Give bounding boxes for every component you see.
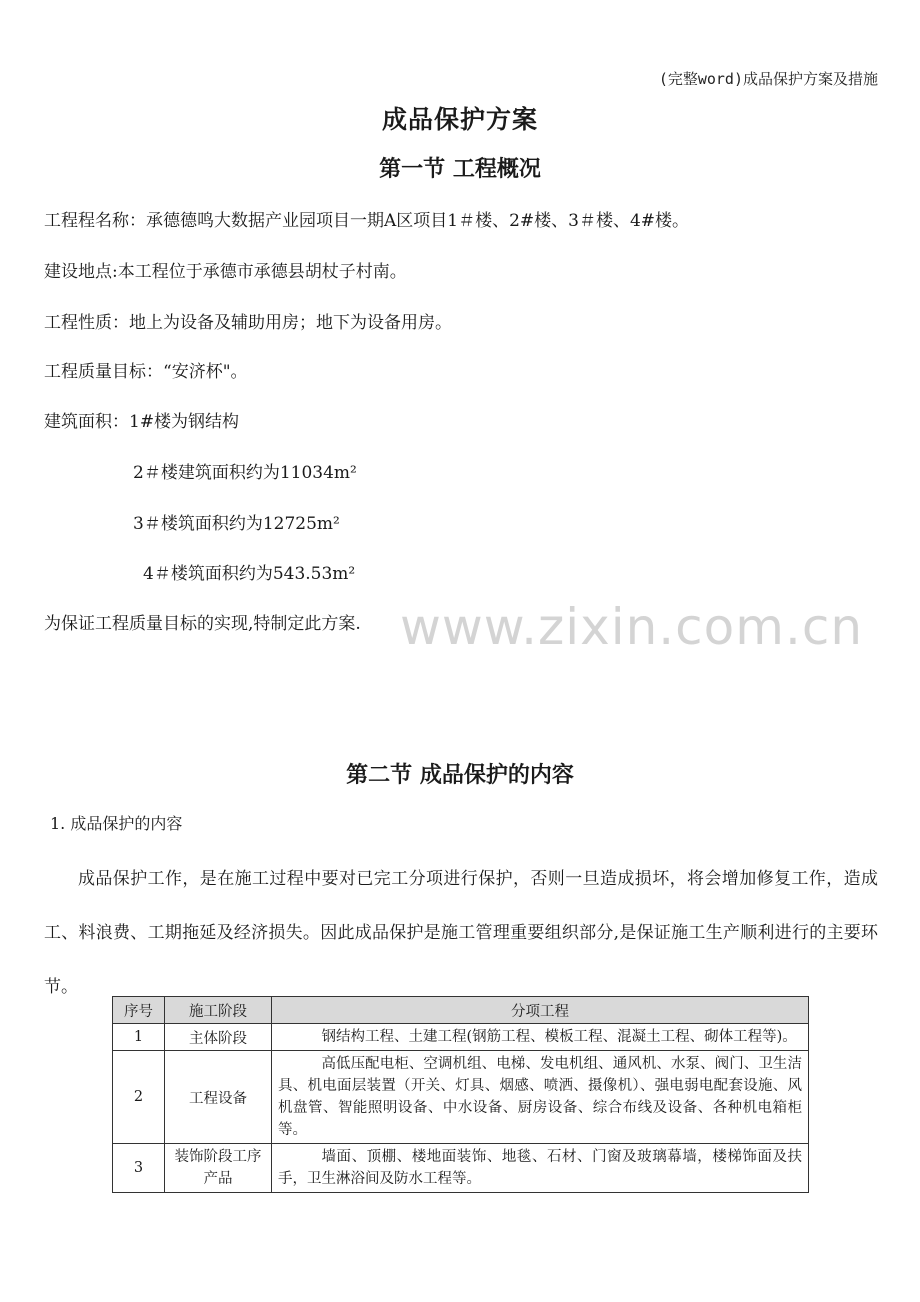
area-building-2: 2＃楼建筑面积约为11034m² (133, 463, 357, 483)
subheading-1: 1. 成品保护的内容 (50, 814, 183, 833)
intro-paragraph: 成品保护工作，是在施工过程中要对已完工分项进行保护，否则一旦造成损坏，将会增加修复工作，造成工、料浪费、工期拖延及经济损失。因此成品保护是施工管理重要组织部分,是保证施工生产顺利进行的主要环节。 (44, 869, 878, 997)
row-items: 钢结构工程、土建工程(钢筋工程、模板工程、混凝土工程、砌体工程等)。 (272, 1024, 809, 1051)
area-building-4: 4＃楼筑面积约为543.53m² (143, 564, 356, 584)
nature-line: 工程性质：地上为设备及辅助用房；地下为设备用房。 (44, 313, 452, 333)
area-label-line: 建筑面积：1#楼为钢结构 (44, 412, 240, 432)
quality-goal-line: 工程质量目标：“安济杯"。 (44, 362, 248, 382)
table-row (113, 1051, 809, 1144)
header-note: (完整word)成品保护方案及措施 (658, 70, 878, 88)
col-header-no: 序号 (113, 997, 165, 1024)
location-line: 建设地点:本工程位于承德市承德县胡杖子村南。 (44, 262, 407, 282)
row-items: 墙面、顶棚、楼地面装饰、地毯、石材、门窗及玻璃幕墙，楼梯饰面及扶手，卫生淋浴间及防水工程等。 (272, 1144, 809, 1193)
row-no: 3 (113, 1144, 165, 1193)
works-table (112, 996, 809, 1193)
project-name-line: 工程程名称：承德德鸣大数据产业园项目一期A区项目1＃楼、2#楼、3＃楼、4#楼。 (44, 211, 690, 231)
purpose-line: 为保证工程质量目标的实现,特制定此方案. (44, 614, 361, 634)
row-stage: 装饰阶段工序产品 (165, 1144, 272, 1193)
row-no: 1 (113, 1024, 165, 1051)
document-title: 成品保护方案 (381, 105, 538, 134)
row-stage: 工程设备 (165, 1051, 272, 1144)
table-row (113, 1024, 809, 1051)
area-building-3: 3＃楼筑面积约为12725m² (133, 514, 340, 534)
section-2-title: 第二节 成品保护的内容 (346, 763, 574, 788)
row-no: 2 (113, 1051, 165, 1144)
row-stage: 主体阶段 (165, 1024, 272, 1051)
table-header-row (113, 997, 809, 1024)
table-row (113, 1144, 809, 1193)
col-header-stage: 施工阶段 (165, 997, 272, 1024)
row-items: 高低压配电柜、空调机组、电梯、发电机组、通风机、水泵、阀门、卫生洁具、机电面层装置（开关、灯具、烟感、喷洒、摄像机）、强电弱电配套设施、风机盘管、智能照明设备、中水设备、厨房设备、综合布线及设备、各种机电箱柜等。 (272, 1051, 809, 1144)
section-1-title: 第一节 工程概况 (379, 157, 541, 182)
watermark: www.zixin.com.cn (400, 598, 864, 656)
col-header-items: 分项工程 (272, 997, 809, 1024)
